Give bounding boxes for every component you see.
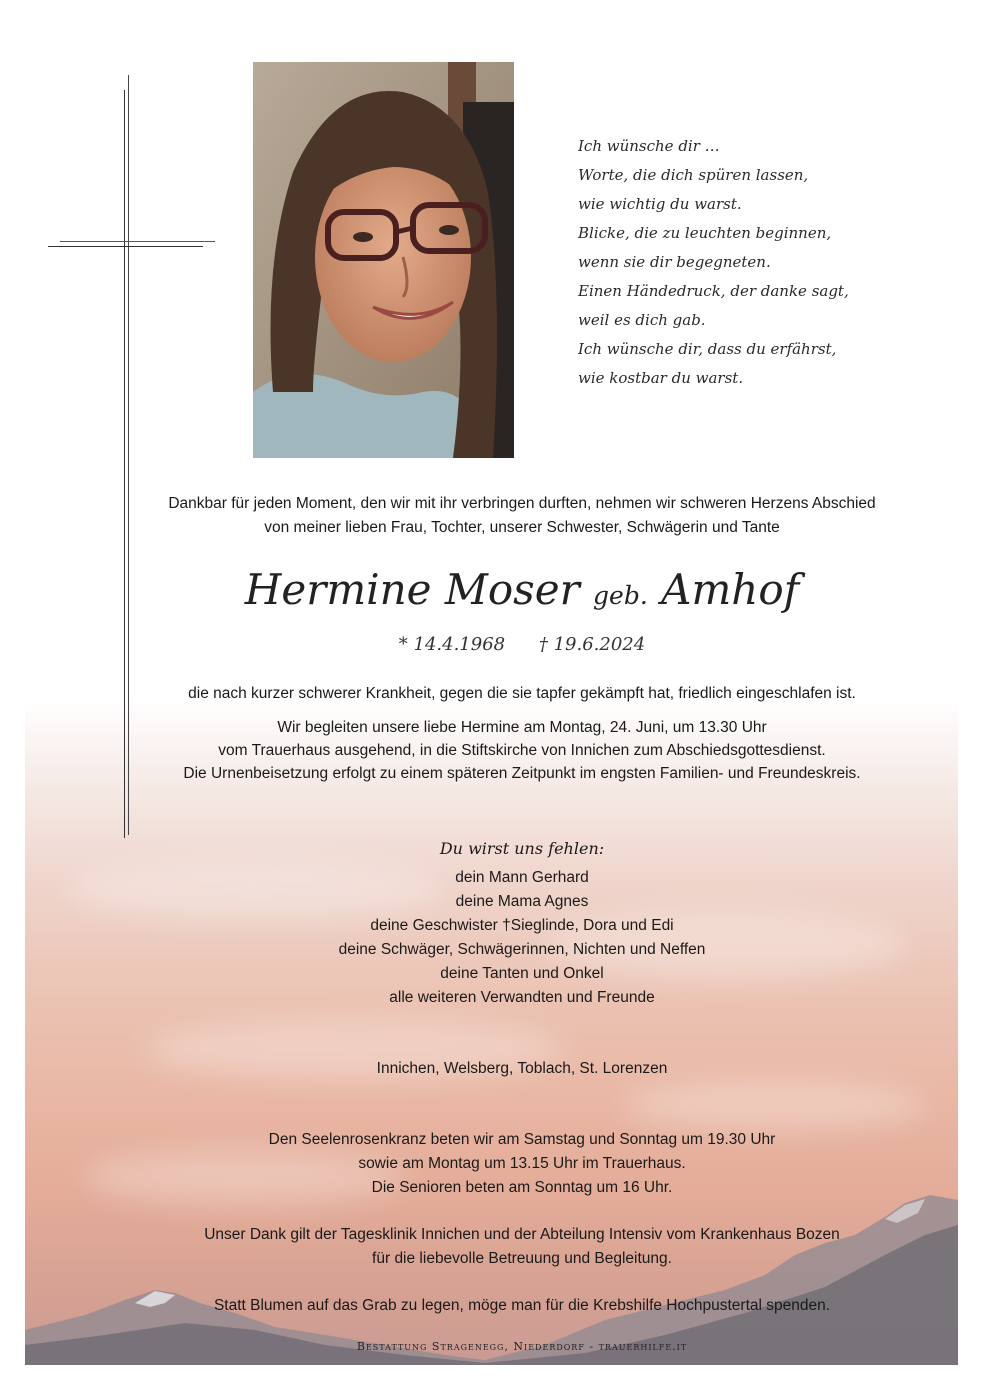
rosary-line: sowie am Montag um 13.15 Uhr im Trauerhaus. — [358, 1155, 686, 1172]
poem-line: weil es dich gab. — [578, 311, 706, 329]
mourner-item: deine Schwäger, Schwägerinnen, Nichten und Neffen — [338, 941, 706, 958]
first-name: Hermine — [244, 565, 432, 614]
mourners-title: Du wirst uns fehlen: — [439, 839, 605, 858]
thanks-line: für die liebevolle Betreuung und Begleitung. — [372, 1250, 672, 1267]
funeral-line: Wir begleiten unsere liebe Hermine am Montag, 24. Juni, um 13.30 Uhr — [277, 719, 767, 736]
poem-line: Worte, die dich spüren lassen, — [578, 166, 809, 184]
passing-text: die nach kurzer schwerer Krankheit, gegen die sie tapfer gekämpft hat, friedlich eingeschlafen ist. — [188, 685, 856, 702]
funeral-line: vom Trauerhaus ausgehend, in die Stiftskirche von Innichen zum Abschiedsgottesdienst. — [218, 742, 826, 759]
funeral-line: Die Urnenbeisetzung erfolgt zu einem späteren Zeitpunkt im engsten Familien- und Freundeskreis. — [183, 765, 861, 782]
mourner-item: dein Mann Gerhard — [455, 869, 589, 886]
poem-line: Ich wünsche dir, dass du erfährst, — [578, 340, 837, 358]
places-text: Innichen, Welsberg, Toblach, St. Lorenzen — [376, 1060, 668, 1077]
life-dates — [62, 632, 982, 658]
mourner-item: deine Geschwister †Sieglinde, Dora und Edi — [370, 917, 674, 934]
rosary-info — [62, 1128, 982, 1200]
cross-horizontal-line — [60, 241, 215, 242]
mourner-item: alle weiteren Verwandten und Freunde — [389, 989, 655, 1006]
deceased-name — [62, 555, 982, 631]
poem-line: Einen Händedruck, der danke sagt, — [578, 282, 849, 300]
mourners-list — [62, 866, 982, 1010]
portrait-photo — [253, 62, 514, 458]
birth-name: Amhof — [661, 565, 800, 614]
intro-text — [62, 492, 982, 540]
thanks-text — [62, 1223, 982, 1271]
intro-line: Dankbar für jeden Moment, den wir mit ihr verbringen durften, nehmen wir schweren Herzens Abschied — [168, 495, 876, 512]
poem-line: Blicke, die zu leuchten beginnen, — [578, 224, 832, 242]
rosary-line: Die Senioren beten am Sonntag um 16 Uhr. — [371, 1179, 673, 1196]
poem-line: Ich wünsche dir … — [578, 137, 720, 155]
memorial-poem — [578, 132, 918, 393]
intro-line: von meiner lieben Frau, Tochter, unserer Schwester, Schwägerin und Tante — [264, 519, 780, 536]
cross-horizontal-line — [48, 246, 203, 247]
donation-note: Statt Blumen auf das Grab zu legen, möge man für die Krebshilfe Hochpustertal spenden. — [213, 1297, 831, 1314]
last-name: Moser — [444, 565, 580, 614]
death-date: † 19.6.2024 — [538, 634, 646, 655]
funeral-info — [62, 716, 982, 785]
poem-line: wenn sie dir begegneten. — [578, 253, 771, 271]
birth-date: * 14.4.1968 — [398, 634, 506, 655]
geb-label: geb. — [593, 581, 648, 610]
thanks-line: Unser Dank gilt der Tagesklinik Innichen und der Abteilung Intensiv vom Krankenhaus Bozen — [204, 1226, 840, 1243]
funeral-home-footer: Bestattung Stragenegg, Niederdorf - trauerhilfe.it — [356, 1340, 688, 1353]
poem-line: wie kostbar du warst. — [578, 369, 744, 387]
rosary-line: Den Seelenrosenkranz beten wir am Samstag und Sonntag um 19.30 Uhr — [268, 1131, 776, 1148]
mourner-item: deine Tanten und Onkel — [440, 965, 604, 982]
mourner-item: deine Mama Agnes — [455, 893, 589, 910]
poem-line: wie wichtig du warst. — [578, 195, 742, 213]
